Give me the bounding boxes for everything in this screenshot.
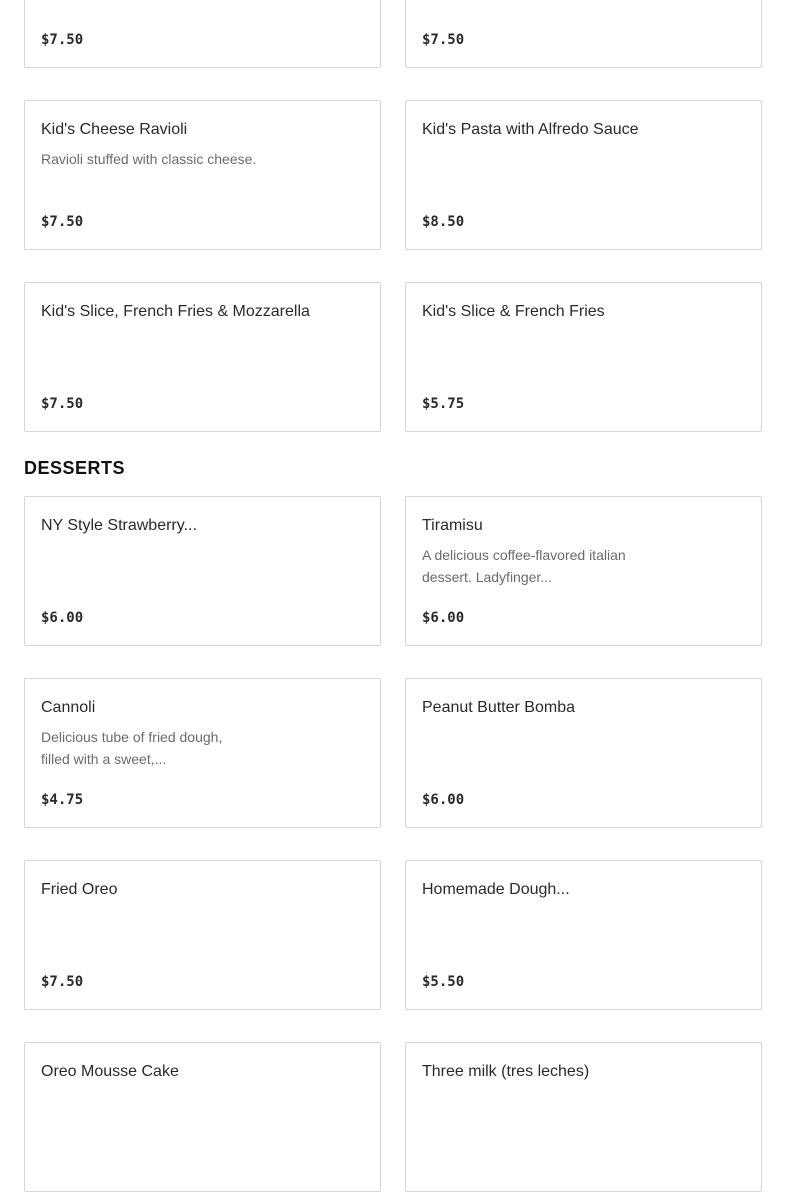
- menu-item-card[interactable]: [405, 1042, 762, 1192]
- menu-item-price: $7.50: [41, 214, 84, 230]
- menu-item-description: A delicious coffee-flavored italian dessert. Ladyfinger...: [422, 547, 626, 585]
- menu-item-name: NY Style Strawberry...: [41, 517, 197, 534]
- menu-item-price: $6.00: [41, 610, 84, 626]
- section-title-desserts: DESSERTS: [24, 458, 126, 478]
- menu-item-card[interactable]: [405, 100, 762, 250]
- menu-item-price: $6.00: [422, 792, 465, 808]
- menu-item-name: Tiramisu: [422, 517, 483, 534]
- menu-item-card[interactable]: [405, 860, 762, 1010]
- menu-item-card[interactable]: [405, 496, 762, 646]
- menu-item-description: Delicious tube of fried dough, filled with a sweet,...: [41, 729, 223, 767]
- menu-item-name: Three milk (tres leches): [422, 1063, 590, 1080]
- menu-item-name: Kid's Slice & French Fries: [422, 303, 605, 320]
- menu-item-card[interactable]: [405, 282, 762, 432]
- menu-item-name: Kid's Pasta with Alfredo Sauce: [422, 121, 639, 138]
- menu-item-card[interactable]: [405, 678, 762, 828]
- menu-item-name: Kid's Cheese Ravioli: [41, 121, 188, 138]
- menu-item-name: Fried Oreo: [41, 881, 118, 898]
- menu-item-price: $7.50: [41, 974, 84, 990]
- menu-item-name: Oreo Mousse Cake: [41, 1063, 179, 1080]
- menu-item-card[interactable]: [24, 0, 381, 68]
- menu-item-name: Kid's Slice, French Fries & Mozzarella: [41, 303, 310, 320]
- menu-item-card[interactable]: [24, 1042, 381, 1192]
- menu-item-card[interactable]: [24, 678, 381, 828]
- menu-item-card[interactable]: [24, 860, 381, 1010]
- menu-item-card[interactable]: [24, 100, 381, 250]
- menu-item-price: $8.50: [422, 214, 465, 230]
- menu-item-name: Homemade Dough...: [422, 881, 570, 898]
- menu-item-name: Peanut Butter Bomba: [422, 699, 575, 716]
- menu-item-card[interactable]: [405, 0, 762, 68]
- menu-item-card[interactable]: [24, 496, 381, 646]
- menu-item-description: Ravioli stuffed with classic cheese.: [41, 151, 257, 167]
- menu-item-card[interactable]: [24, 282, 381, 432]
- menu-item-price: $7.50: [422, 32, 465, 48]
- menu-item-price: $6.00: [422, 610, 465, 626]
- menu-item-price: $5.75: [422, 396, 465, 412]
- menu-item-name: Cannoli: [41, 699, 96, 716]
- menu-item-price: $7.50: [41, 396, 84, 412]
- menu-item-price: $7.50: [41, 32, 84, 48]
- menu-item-price: $5.50: [422, 974, 465, 990]
- menu-item-price: $4.75: [41, 792, 84, 808]
